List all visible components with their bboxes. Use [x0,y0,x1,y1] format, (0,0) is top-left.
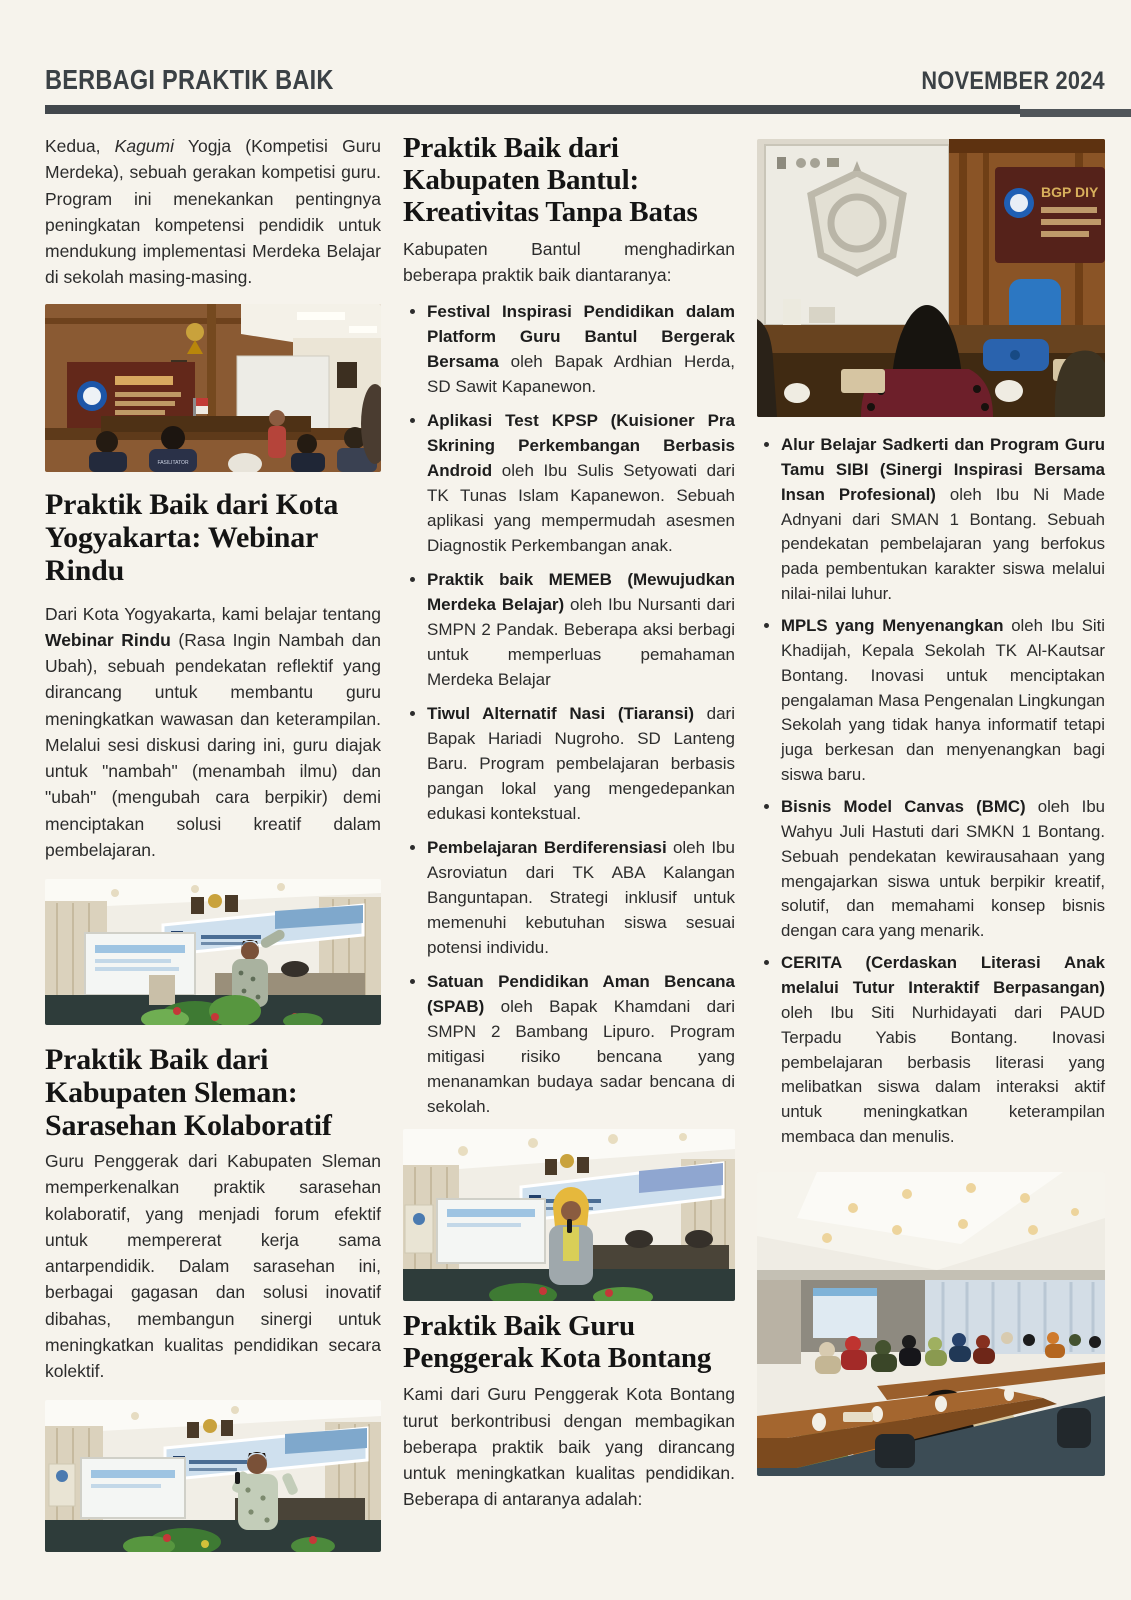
photo-seminar-room [45,304,381,472]
intro-post: Yogja (Kompetisi Guru Merdeka), sebuah gerakan kompetisi guru. Program ini menekankan pentingnya peningkatan kompetensi pendidik untuk mendukung implementasi Merdeka Belajar di sekolah masing-masing. [45,136,382,288]
photo-woman-speaker [403,1129,735,1301]
yogya-bold: Webinar Rindu [45,629,171,650]
bontang-paragraph: Kami dari Guru Penggerak Kota Bontang turut berkontribusi dengan membagikan beberapa praktik baik yang dirancang untuk meningkatkan kualitas pendidikan. Beberapa di antaranya adalah: [403,1384,735,1510]
column-left [45,133,381,1552]
heading-bantul: Praktik Baik dari Kabupaten Bantul: Kreativitas Tanpa Batas [403,132,698,228]
photo-conference-audience [757,1172,1105,1476]
heading-sleman: Praktik Baik dari Kabupaten Sleman: Sarasehan Kolaboratif [45,1043,332,1142]
list-item: • Satuan Pendidikan Aman Bencana (SPAB) oleh Bapak Khamdani dari SMPN 2 Bambang Lipuro. Program mitigasi risiko bencana yang menanamkan budaya sadar bencana di sekolah. [427,970,735,1120]
tutwuri-logo-icon [77,381,107,411]
list-item: • Praktik baik MEMEB (Mewujudkan Merdeka Belajar) oleh Ibu Nursanti dari SMPN 2 Pandak. Beberapa aksi berbagi untuk memperluas pemahaman Merdeka Belajar [427,568,735,693]
column-middle [403,133,735,1552]
yogya-post: (Rasa Ingin Nambah dan Ubah), sebuah pendekatan reflektif yang dirancang untuk membantu guru meningkatkan wawasan dan keterampilan. Melalui sesi diskusi daring ini, guru diajak untuk "nambah" (menambah ilmu) dan "ubah" (mengubah cara berpikir) demi menciptakan solusi kreatif dalam pembelajaran. [45,629,382,860]
intro-paragraph [45,133,381,291]
newsletter-title: BERBAGI PRAKTIK BAIK [45,64,334,95]
heading-bontang: Praktik Baik Guru Penggerak Kota Bontang [403,1309,712,1374]
list-item: • Festival Inspirasi Pendidikan dalam Platform Guru Bantul Bergerak Bersama oleh Bapak Ardhian Herda, SD Sawit Kapanewon. [427,300,735,400]
yogyakarta-paragraph [45,601,381,864]
photo-stage-speaker [45,879,381,1025]
sleman-paragraph: Guru Penggerak dari Kabupaten Sleman memperkenalkan praktik sarasehan kolaboratif, yang menjadi forum efektif untuk mempererat kerja sama antarpendidik. Dalam sarasehan ini, berbagai gagasan dan solusi inovatif dibahas, membangun sinergi untuk meningkatkan kualitas pendidikan secara kolektif. [45,1151,381,1381]
divider-bar-tail [1020,109,1131,117]
list-item: • MPLS yang Menyenangkan oleh Ibu Siti Khadijah, Kepala Sekolah TK Al-Kautsar Bontang. Inovasi untuk menciptakan pengalaman Masa Pengenalan Lingkungan Sekolah yang tidak hanya informatif tetapi juga berkesan dan menyenangkan bagi siswa baru. [781,614,1105,788]
jacket-label: FASILITATOR [157,459,189,466]
photo-speaker-microphone [45,1400,381,1552]
photo-audience-screen [757,139,1105,417]
column-right [757,133,1105,1552]
bantul-intro: Kabupaten Bantul menghadirkan beberapa praktik baik diantaranya: [403,238,735,285]
list-item: • Bisnis Model Canvas (BMC) oleh Ibu Wahyu Juli Hastuti dari SMKN 1 Bontang. Sebuah pendekatan kewirausahaan yang mengajarkan siswa untuk berpikir kreatif, solutif, dan memahami konsep bisnis dengan cara yang menarik. [781,795,1105,944]
bgp-plaque [995,167,1105,263]
divider-bar [45,105,1020,114]
yogya-pre: Dari Kota Yogyakarta, kami belajar tentang [45,603,381,624]
header-divider [45,105,1105,121]
header [45,64,1105,96]
intro-italic: Kagumi [114,136,175,156]
list-item: • CERITA (Cerdaskan Literasi Anak melalui Tutur Interaktif Berpasangan) oleh Ibu Siti Nurhidayati dari PAUD Terpadu Yabis Bontang. Inovasi pembelajaran berbasis literasi yang melibatkan siswa dalam interaksi aktif untuk meningkatkan keterampilan membaca dan menulis. [781,951,1105,1150]
plaque-label: BGP DIY [1041,184,1099,200]
heading-yogyakarta: Praktik Baik dari Kota Yogyakarta: Webinar Rindu [45,487,339,587]
list-item: • Aplikasi Test KPSP (Kuisioner Pra Skrining Perkembangan Berbasis Android oleh Ibu Sulis Setyowati dari TK Tunas Islam Kapanewon. Sebuah aplikasi yang mempermudah asesmen Diagnostik Perkembangan anak. [427,409,735,559]
speaker-figure [549,1187,593,1285]
list-item: • Pembelajaran Berdiferensiasi oleh Ibu Asroviatun dari TK ABA Kalangan Banguntapan. Strategi inklusif untuk memenuhi kebutuhan siswa sesuai potensi individu. [427,836,735,961]
bantul-bullet-list [403,300,735,1120]
list-item: • Alur Belajar Sadkerti dan Program Guru Tamu SIBI (Sinergi Inspirasi Bersama Insan Profesional) oleh Ibu Ni Made Adnyani dari SMAN 1 Bontang. Sebuah pendekatan pembelajaran yang berfokus pada pembentukan karakter siswa melalui nilai-nilai luhur. [781,433,1105,607]
intro-pre: Kedua, [45,136,115,156]
list-item: • Tiwul Alternatif Nasi (Tiaransi) dari Bapak Hariadi Nugroho. SD Lanteng Baru. Program pembelajaran berbasis pangan lokal yang mengedepankan edukasi kontekstual. [427,702,735,827]
issue-date: NOVEMBER 2024 [921,67,1105,95]
bontang-bullet-list [757,433,1105,1150]
